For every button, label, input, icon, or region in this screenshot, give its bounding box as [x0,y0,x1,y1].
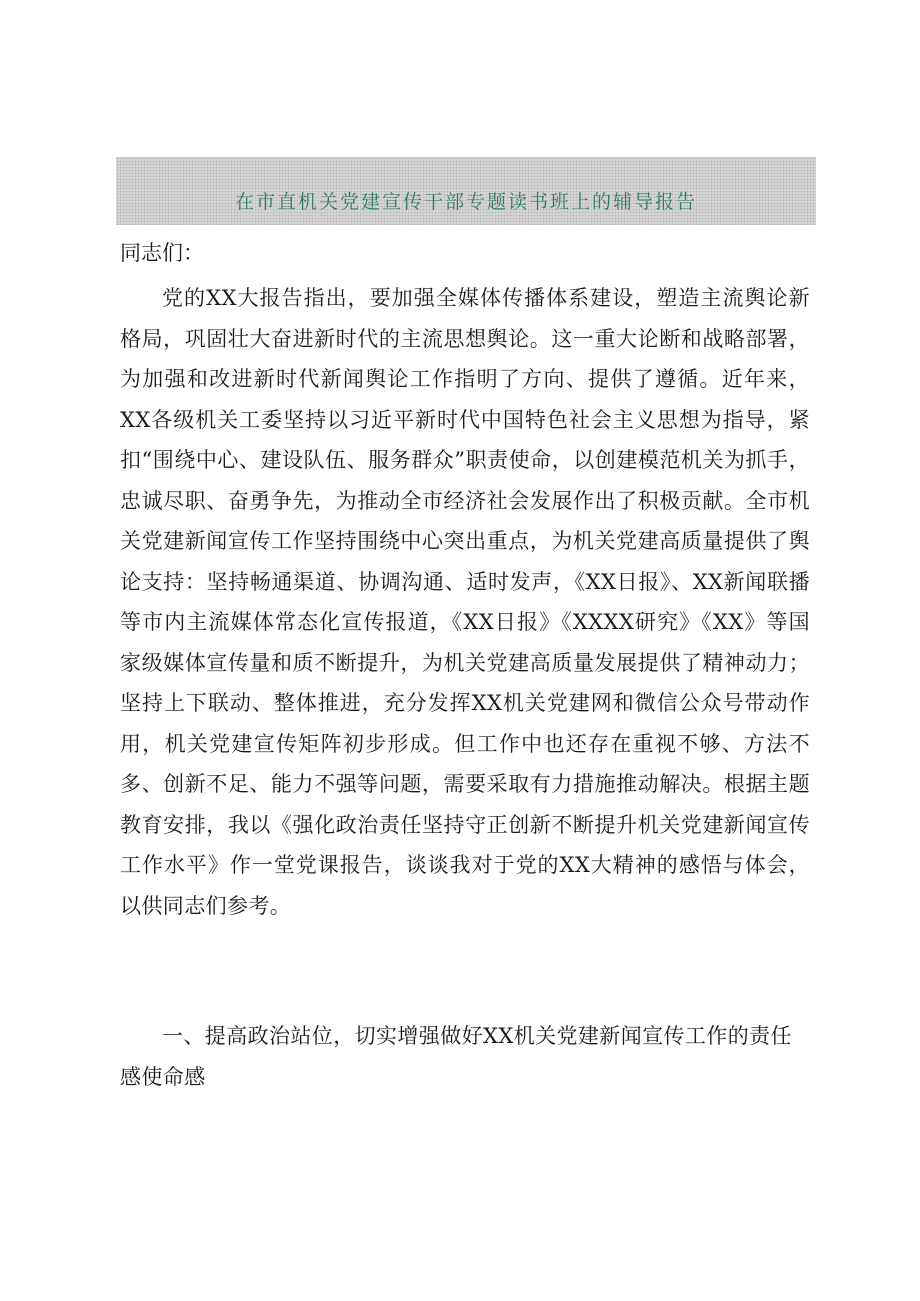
salutation: 同志们： [120,241,204,265]
document-title: 在市直机关党建宣传干部专题读书班上的辅导报告 [234,190,697,213]
title-banner [116,157,816,225]
section-heading: 一、提高政治站位，切实增强做好XX机关党建新闻宣传工作的责任感使命感 [120,1024,792,1089]
body-paragraph: 党的XX大报告指出，要加强全媒体传播体系建设，塑造主流舆论新格局，巩固壮大奋进新时代的主流思想舆论。这一重大论断和战略部署，为加强和改进新时代新闻舆论工作指明了方向、提供了遵循。近年来，XX各级机关工委坚持以习近平新时代中国特色社会主义思想为指导，紧扣“围绕中心、建设队伍、服务群众”职责使命，以创建模范机关为抓手，忠诚尽职、奋勇争先，为推动全市经济社会发展作出了积极贡献。全市机关党建新闻宣传工作坚持围绕中心突出重点，为机关党建高质量提供了舆论支持：坚持畅通渠道、协调沟通、适时发声，《XX日报》、XX新闻联播等市内主流媒体常态化宣传报道，《XX日报》《XXXX研究》《XX》等国家级媒体宣传量和质不断提升，为机关党建高质量发展提供了精神动力；坚持上下联动、整体推进，充分发挥XX机关党建网和微信公众号带动作用，机关党建宣传矩阵初步形成。但工作中也还存在重视不够、方法不多、创新不足、能力不强等问题，需要采取有力措施推动解决。根据主题教育安排，我以《强化政治责任坚持守正创新不断提升机关党建新闻宣传工作水平》作一堂党课报告，谈谈我对于党的XX大精神的感悟与体会，以供同志们参考。 [120,286,810,918]
